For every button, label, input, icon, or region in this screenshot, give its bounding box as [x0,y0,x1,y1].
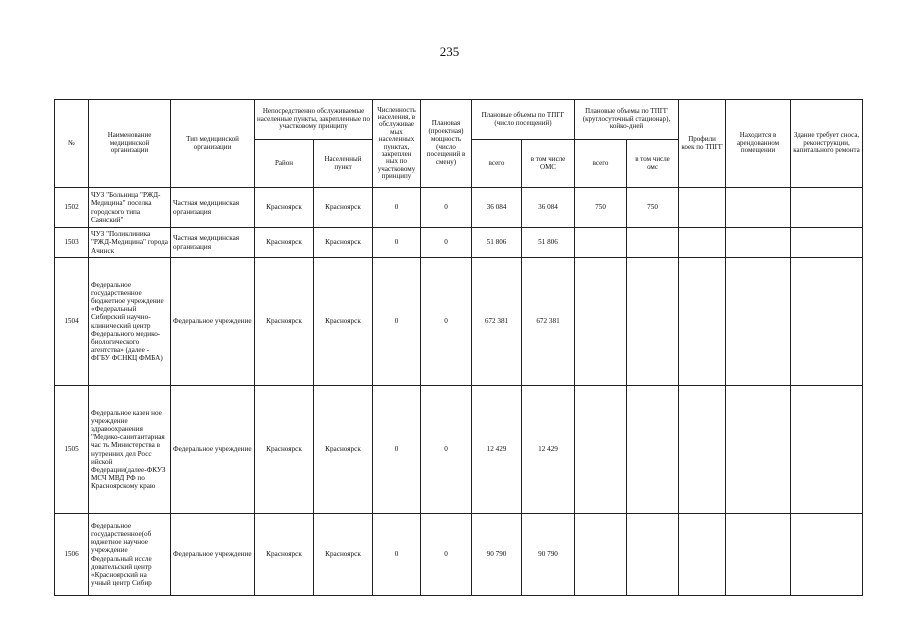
header-profile: Профили коек по ТПГГ [679,100,726,188]
cell-profile [679,228,726,258]
table-row [55,228,863,258]
cell-district: Красноярск [255,188,314,228]
cell-repair [791,188,863,228]
cell-population: 0 [373,188,421,228]
cell-locality: Красноярск [314,188,373,228]
header-locality: Населенный пункт [314,140,373,188]
cell-type: Федеральное учреждение [171,386,255,514]
cell-rented [726,514,791,596]
cell-locality: Красноярск [314,258,373,386]
header-type: Тип медицинской организации [171,100,255,188]
table-row [55,188,863,228]
cell-visits-total: 90 790 [472,514,522,596]
header-name: Наименование медицинской организации [89,100,171,188]
cell-profile [679,514,726,596]
header-beds-oms: в том числе омс [627,140,679,188]
cell-visits-total: 36 084 [472,188,522,228]
cell-name: Федеральное казен ное учреждение здравоохранения "Медико-санитантарная час ть Министерства в нутренних дел Росс ийской Федерации(далее-ФКУЗ МСЧ МВД РФ по Красноярскому краю [89,386,171,514]
cell-district: Красноярск [255,228,314,258]
cell-name: ЧУЗ "Поликлиника "РЖД-Медицина" города Ачинск [89,228,171,258]
cell-visits-oms: 90 790 [522,514,575,596]
table-row [55,386,863,514]
cell-locality: Красноярск [314,514,373,596]
cell-locality: Красноярск [314,386,373,514]
cell-beds-total [575,514,627,596]
cell-rented [726,228,791,258]
cell-capacity: 0 [421,228,472,258]
cell-rented [726,188,791,228]
header-beds: Плановые объемы по ТПГГ (круглосуточный стационар), койко-дней [575,100,679,140]
cell-beds-oms [627,258,679,386]
cell-visits-oms: 12 429 [522,386,575,514]
table-row [55,258,863,386]
cell-name: ЧУЗ "Больница "РЖД-Медицина" поселка городского типа Саянский" [89,188,171,228]
cell-beds-oms [627,228,679,258]
header-population: Численность населения, в обслуживае мых населенных пунктах, закреплен ных по участковому принципу [373,100,421,188]
cell-profile [679,258,726,386]
cell-visits-total: 12 429 [472,386,522,514]
cell-beds-oms [627,386,679,514]
header-visits-oms: в том числе ОМС [522,140,575,188]
cell-type: Федеральное учреждение [171,258,255,386]
cell-num: 1506 [55,514,89,596]
cell-rented [726,386,791,514]
cell-population: 0 [373,386,421,514]
header-num: № [55,100,89,188]
cell-capacity: 0 [421,258,472,386]
cell-repair [791,258,863,386]
cell-visits-oms: 36 084 [522,188,575,228]
cell-rented [726,258,791,386]
cell-visits-oms: 51 806 [522,228,575,258]
header-direct: Непосредственно обслуживаемые населенные пункты, закрепленные по участковому принципу [255,100,373,140]
cell-profile [679,188,726,228]
medical-organizations-table [54,99,863,596]
cell-repair [791,514,863,596]
cell-district: Красноярск [255,514,314,596]
cell-num: 1503 [55,228,89,258]
header-district: Район [255,140,314,188]
cell-beds-oms [627,514,679,596]
cell-type: Частная медицинская организация [171,228,255,258]
header-beds-total: всего [575,140,627,188]
cell-num: 1505 [55,386,89,514]
header-rented: Находится в арендованном помещении [726,100,791,188]
cell-num: 1502 [55,188,89,228]
cell-num: 1504 [55,258,89,386]
header-capacity: Плановая (проектная) мощность (число посещений в смену) [421,100,472,188]
cell-district: Красноярск [255,258,314,386]
cell-repair [791,228,863,258]
header-visits: Плановые объемы по ТПГГ (число посещений) [472,100,575,140]
cell-type: Частная медицинская организация [171,188,255,228]
cell-population: 0 [373,258,421,386]
header-repair: Здание требует сноса, реконструкции, капитального ремонта [791,100,863,188]
cell-capacity: 0 [421,386,472,514]
cell-visits-total: 672 381 [472,258,522,386]
header-visits-total: всего [472,140,522,188]
cell-name: Федеральное государственное(об юджетное научное учреждение Федеральный иссле довательский центр «Красноярский на учный центр Сибир [89,514,171,596]
cell-beds-total [575,386,627,514]
cell-beds-total [575,258,627,386]
cell-beds-oms: 750 [627,188,679,228]
cell-beds-total: 750 [575,188,627,228]
table-row [55,514,863,596]
cell-capacity: 0 [421,514,472,596]
cell-locality: Красноярск [314,228,373,258]
cell-name: Федеральное государственное бюджетное учреждение «Федеральный Сибирский научно-клинический центр Федерального медико-биологического агентства» (далее - ФГБУ ФСНКЦ ФМБА) [89,258,171,386]
cell-population: 0 [373,228,421,258]
page-number: 235 [439,44,460,59]
cell-population: 0 [373,514,421,596]
cell-visits-oms: 672 381 [522,258,575,386]
cell-district: Красноярск [255,386,314,514]
cell-visits-total: 51 806 [472,228,522,258]
cell-type: Федеральное учреждение [171,514,255,596]
cell-capacity: 0 [421,188,472,228]
cell-profile [679,386,726,514]
cell-repair [791,386,863,514]
cell-beds-total [575,228,627,258]
